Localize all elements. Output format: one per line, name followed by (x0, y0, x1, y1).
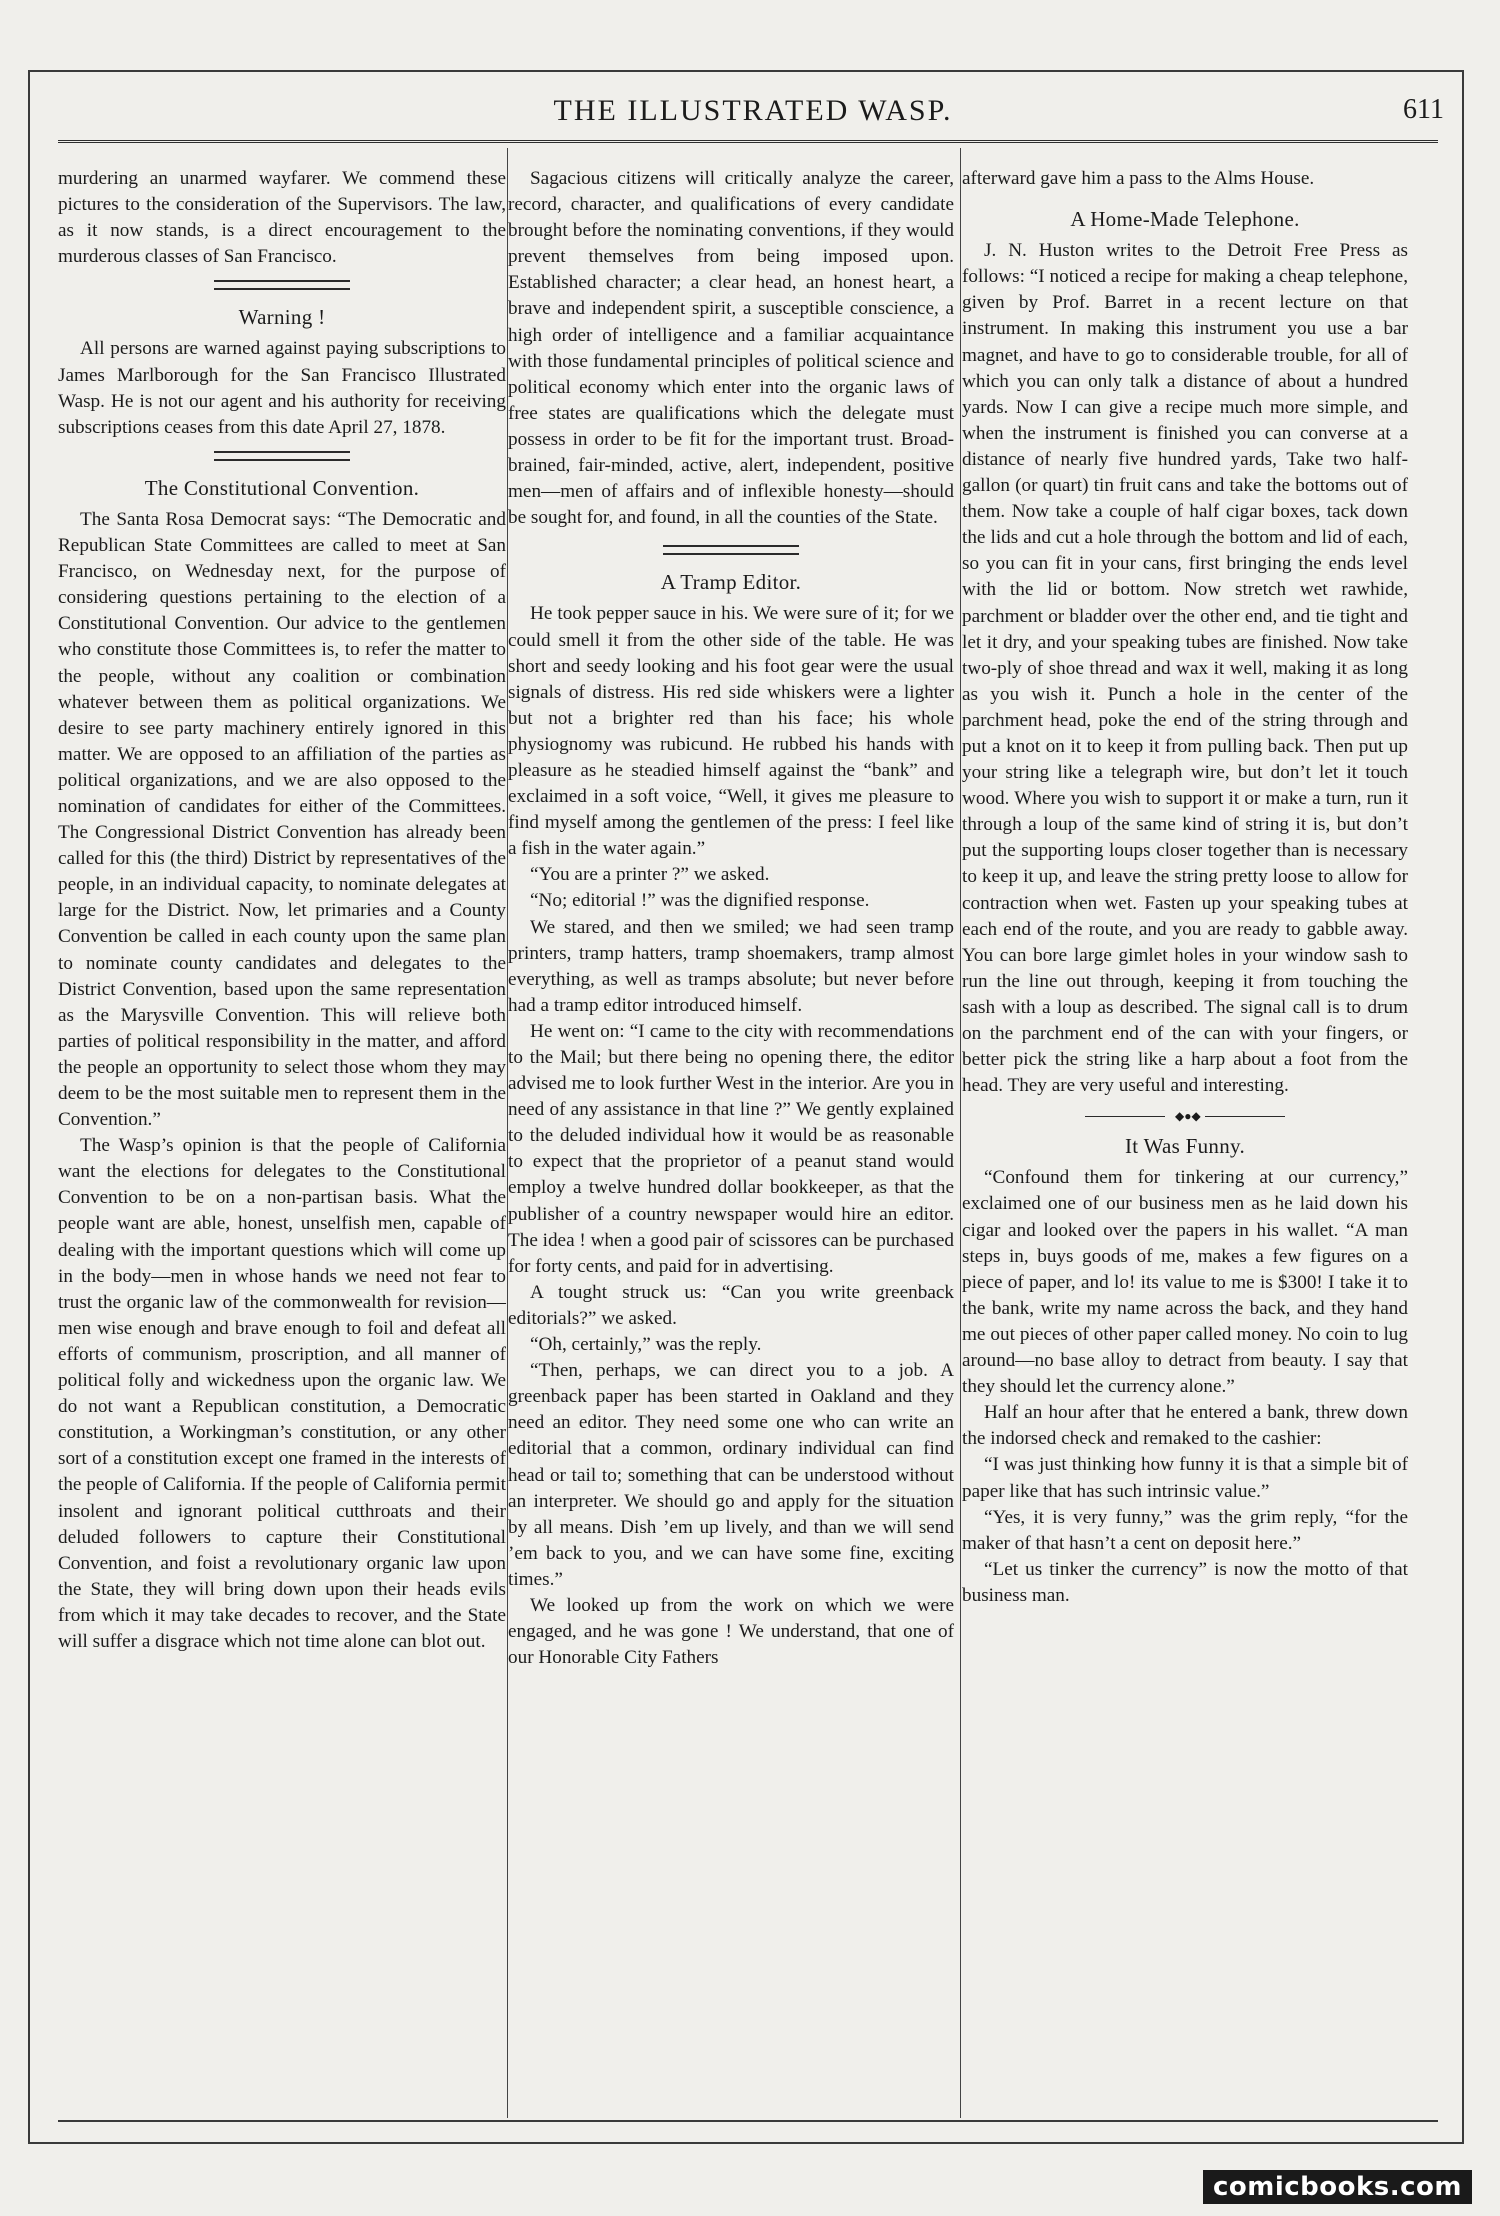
article-paragraph: Half an hour after that he entered a bank, threw down the indorsed check and remaked to the cashier: (962, 1402, 1408, 1450)
headline-warning: Warning ! (238, 305, 326, 330)
warning-notice: All persons are warned against paying subscriptions to James Marlborough for the San Francisco Illustrated Wasp. He is not our agent and his authority for receiving subscriptions ceases from this date April 27, 1878. (58, 338, 506, 438)
headline-constitutional-convention: The Constitutional Convention. (144, 475, 420, 500)
article-paragraph: Sagacious citizens will critically analyze the career, record, character, and qualifications of every candidate brought before the nominating conventions, if they would prevent themselves from being imposed upon. Established character; a clear head, an honest heart, a brave and independent spirit, a susceptible conscience, a high order of intelligence and a familiar acquaintance with those fundamental principles of political science and political economy which enter into the organic laws of free states are qualifications which the delegate must possess in order to be fit for the important trust. Broad-brained, fair-minded, active, alert, independent, positive men—men of affairs and of inflexible honesty—should be sought for, and found, in all the counties of the State. (508, 168, 954, 529)
article-paragraph: “You are a printer ?” we asked. (530, 864, 770, 886)
column-right (962, 166, 1408, 1609)
article-paragraph: He took pepper sauce in his. We were sure of it; for we could smell it from the other side of the table. He was short and seedy looking and his foot gear were the usual signals of distress. His red side whiskers were a lighter but not a brighter red than his face; his whole physiognomy was rubicund. He rubbed his hands with pleasure as he steadied himself against the “bank” and exclaimed in a soft voice, “Well, it gives me pleasure to find myself among the gentlemen of the press: I feel like a fish in the water again.” (508, 603, 954, 860)
headline-it-was-funny: It Was Funny. (1124, 1134, 1246, 1159)
article-paragraph: He went on: “I came to the city with recommendations to the Mail; but there being no opening there, the editor advised me to look further West in the interior. Are you in need of any assistance in that line ?” We gently explained to the deluded individual how it would be as reasonable to expect that the proprietor of a peanut stand would employ a twelve hundred dollar bookkeeper, as that the publisher of a country newspaper would hire an editor. The idea ! when a good pair of scissores can be purchased for forty cents, and paid for in advertising. (508, 1020, 954, 1277)
article-paragraph: We looked up from the work on which we were engaged, and he was gone ! We understand, that one of our Honorable City Fathers (508, 1594, 954, 1669)
article-paragraph: J. N. Huston writes to the Detroit Free Press as follows: “I noticed a recipe for making a cheap telephone, given by Prof. Barret in a recent lecture on that instrument. In making this instrument you use a bar magnet, and have to go to considerable trouble, for all of which you can only talk a distance of about a hundred yards. Now I can give a recipe much more simple, and when the instrument is finished you can converse at a distance of nearly five hundred yards, Take two half-gallon (or quart) tin fruit cans and take the bottoms out of them. Now take a couple of half cigar boxes, tack down the lids and cut a hole through the bottom and lid of each, so you can fit in your cans, first bringing the ends level with the lid or bottom. Now stretch wet rawhide, parchment or bladder over the other end, and tie tight and let it dry, and your speaking tubes are finished. Now take two-ply of shoe thread and wax it well, making it as long as you wish it. Punch a hole in the center of the parchment head, poke the end of the string through and put a knot on it to keep it from pulling back. Then put up your string like a telegraph wire, but don’t let it touch wood. Where you wish to support it or make a turn, run it through a loup of the same kind of string it is, but don’t put the supporting loups closer together than is necessary to keep it up, and leave the string pretty loose to allow for contraction when wet. Fasten up your speaking tubes at each end of the route, and you are ready to gabble away. You can bore large gimlet holes in your window sash to run the line out through, keeping it from touching the sash with a loup as described. The signal call is to drum on the parchment end of the can with your fingers, or better pick the string like a harp about a foot from the head. They are very useful and interesting. (962, 240, 1408, 1097)
article-paragraph: A tought struck us: “Can you write greenback editorials?” we asked. (508, 1281, 954, 1329)
column-divider-2 (960, 148, 961, 2118)
column-left (58, 166, 506, 1655)
article-paragraph: “No; editorial !” was the dignified response. (530, 890, 870, 912)
page-number: 611 (1403, 94, 1444, 125)
article-paragraph: The Santa Rosa Democrat says: “The Democratic and Republican State Committees are called to meet at San Francisco, on Wednesday next, for the purpose of considering questions pertaining to the election of a Constitutional Convention. Our advice to the gentlemen who constitute those Committees is, to refer the matter to the people, without any coalition or combination whatever between them as political organizations. We desire to see party machinery entirely ignored in this matter. We are opposed to an affiliation of the parties as political organizations, and we are also opposed to the nomination of candidates for either of the Committees. The Congressional District Convention has already been called for this (the third) District by representatives of the people, in an individual capacity, to nominate delegates at large for the District. Now, let primaries and a County Convention be called in each county upon the same plan to nominate county candidates and delegates to the District Convention, based upon the same representation as the Marysville Convention. This will relieve both parties of political responsibility in the matter, and afford the people an opportunity to select those whom they may deem to be the most suitable men to represent them in the Convention.” (58, 508, 506, 1131)
publication-title: THE ILLUSTRATED WASP. (553, 94, 953, 127)
ornament-divider: ◆●◆ (1085, 1109, 1285, 1123)
section-divider (214, 451, 350, 461)
section-divider (663, 545, 799, 555)
article-paragraph: “I was just thinking how funny it is that a simple bit of paper like that has such intrinsic value.” (962, 1454, 1408, 1502)
site-watermark: comicbooks.com (1203, 2170, 1472, 2204)
article-paragraph: “Yes, it is very funny,” was the grim reply, “for the maker of that hasn’t a cent on deposit here.” (962, 1506, 1408, 1554)
article-continuation: afterward gave him a pass to the Alms House. (962, 168, 1315, 189)
article-paragraph: “Let us tinker the currency” is now the motto of that business man. (962, 1558, 1408, 1606)
headline-tramp-editor: A Tramp Editor. (660, 570, 802, 595)
bottom-rule (58, 2120, 1438, 2122)
masthead (58, 88, 1448, 136)
section-divider (214, 280, 350, 290)
article-continuation: murdering an unarmed wayfarer. We commend these pictures to the consideration of the Supervisors. The law, as it now stands, is a direct encouragement to the murderous classes of San Francisco. (58, 168, 506, 268)
article-paragraph: We stared, and then we smiled; we had seen tramp printers, tramp hatters, tramp shoemakers, tramp almost everything, as well as tramps absolute; but never before had a tramp editor introduced himself. (508, 916, 954, 1016)
article-paragraph: “Oh, certainly,” was the reply. (530, 1334, 762, 1356)
column-middle (508, 166, 954, 1671)
headline-home-made-telephone: A Home-Made Telephone. (1070, 207, 1300, 232)
article-paragraph: “Confound them for tinkering at our currency,” exclaimed one of our business men as he laid down his cigar and looked over the papers in his wallet. “A man steps in, buys goods of me, makes a few figures on a piece of paper, and lo! its value to me is $300! I take it to the bank, write my name across the back, and they hand me out pieces of other paper called money. No coin to lug around—no base alloy to detract from beauty. I say that they should let the currency alone.” (962, 1167, 1408, 1398)
article-paragraph: “Then, perhaps, we can direct you to a job. A greenback paper has been started in Oakland and they need an editor. They need some one who can write an editorial that a common, ordinary individual can find head or tail to; something that can be understood without an interpreter. We should go and apply for the situation by all means. Dish ’em up lively, and than we will send ’em back to you, and we can have some fine, exciting times.” (508, 1360, 954, 1590)
masthead-rule (58, 140, 1438, 143)
article-paragraph: The Wasp’s opinion is that the people of California want the elections for delegates to the Constitutional Convention to be on a non-partisan basis. What the people want are able, honest, unselfish men, capable of dealing with the important questions which will come up in the body—men in whose hands we need not fear to trust the organic law of the commonwealth for revision—men wise enough and brave enough to foil and defeat all efforts of communism, proscription, and all manner of political folly and wickedness upon the organic law. We do not want a Republican constitution, a Democratic constitution, a Workingman’s constitution, or any other sort of a constitution except one framed in the interests of the people of California. If the people of California permit insolent and ignorant political cutthroats and their deluded followers to capture their Constitutional Convention, and foist a revolutionary organic law upon the State, they will bring down upon their heads evils from which it may take decades to recover, and the State will suffer a disgrace which not time alone can blot out. (58, 1135, 506, 1652)
